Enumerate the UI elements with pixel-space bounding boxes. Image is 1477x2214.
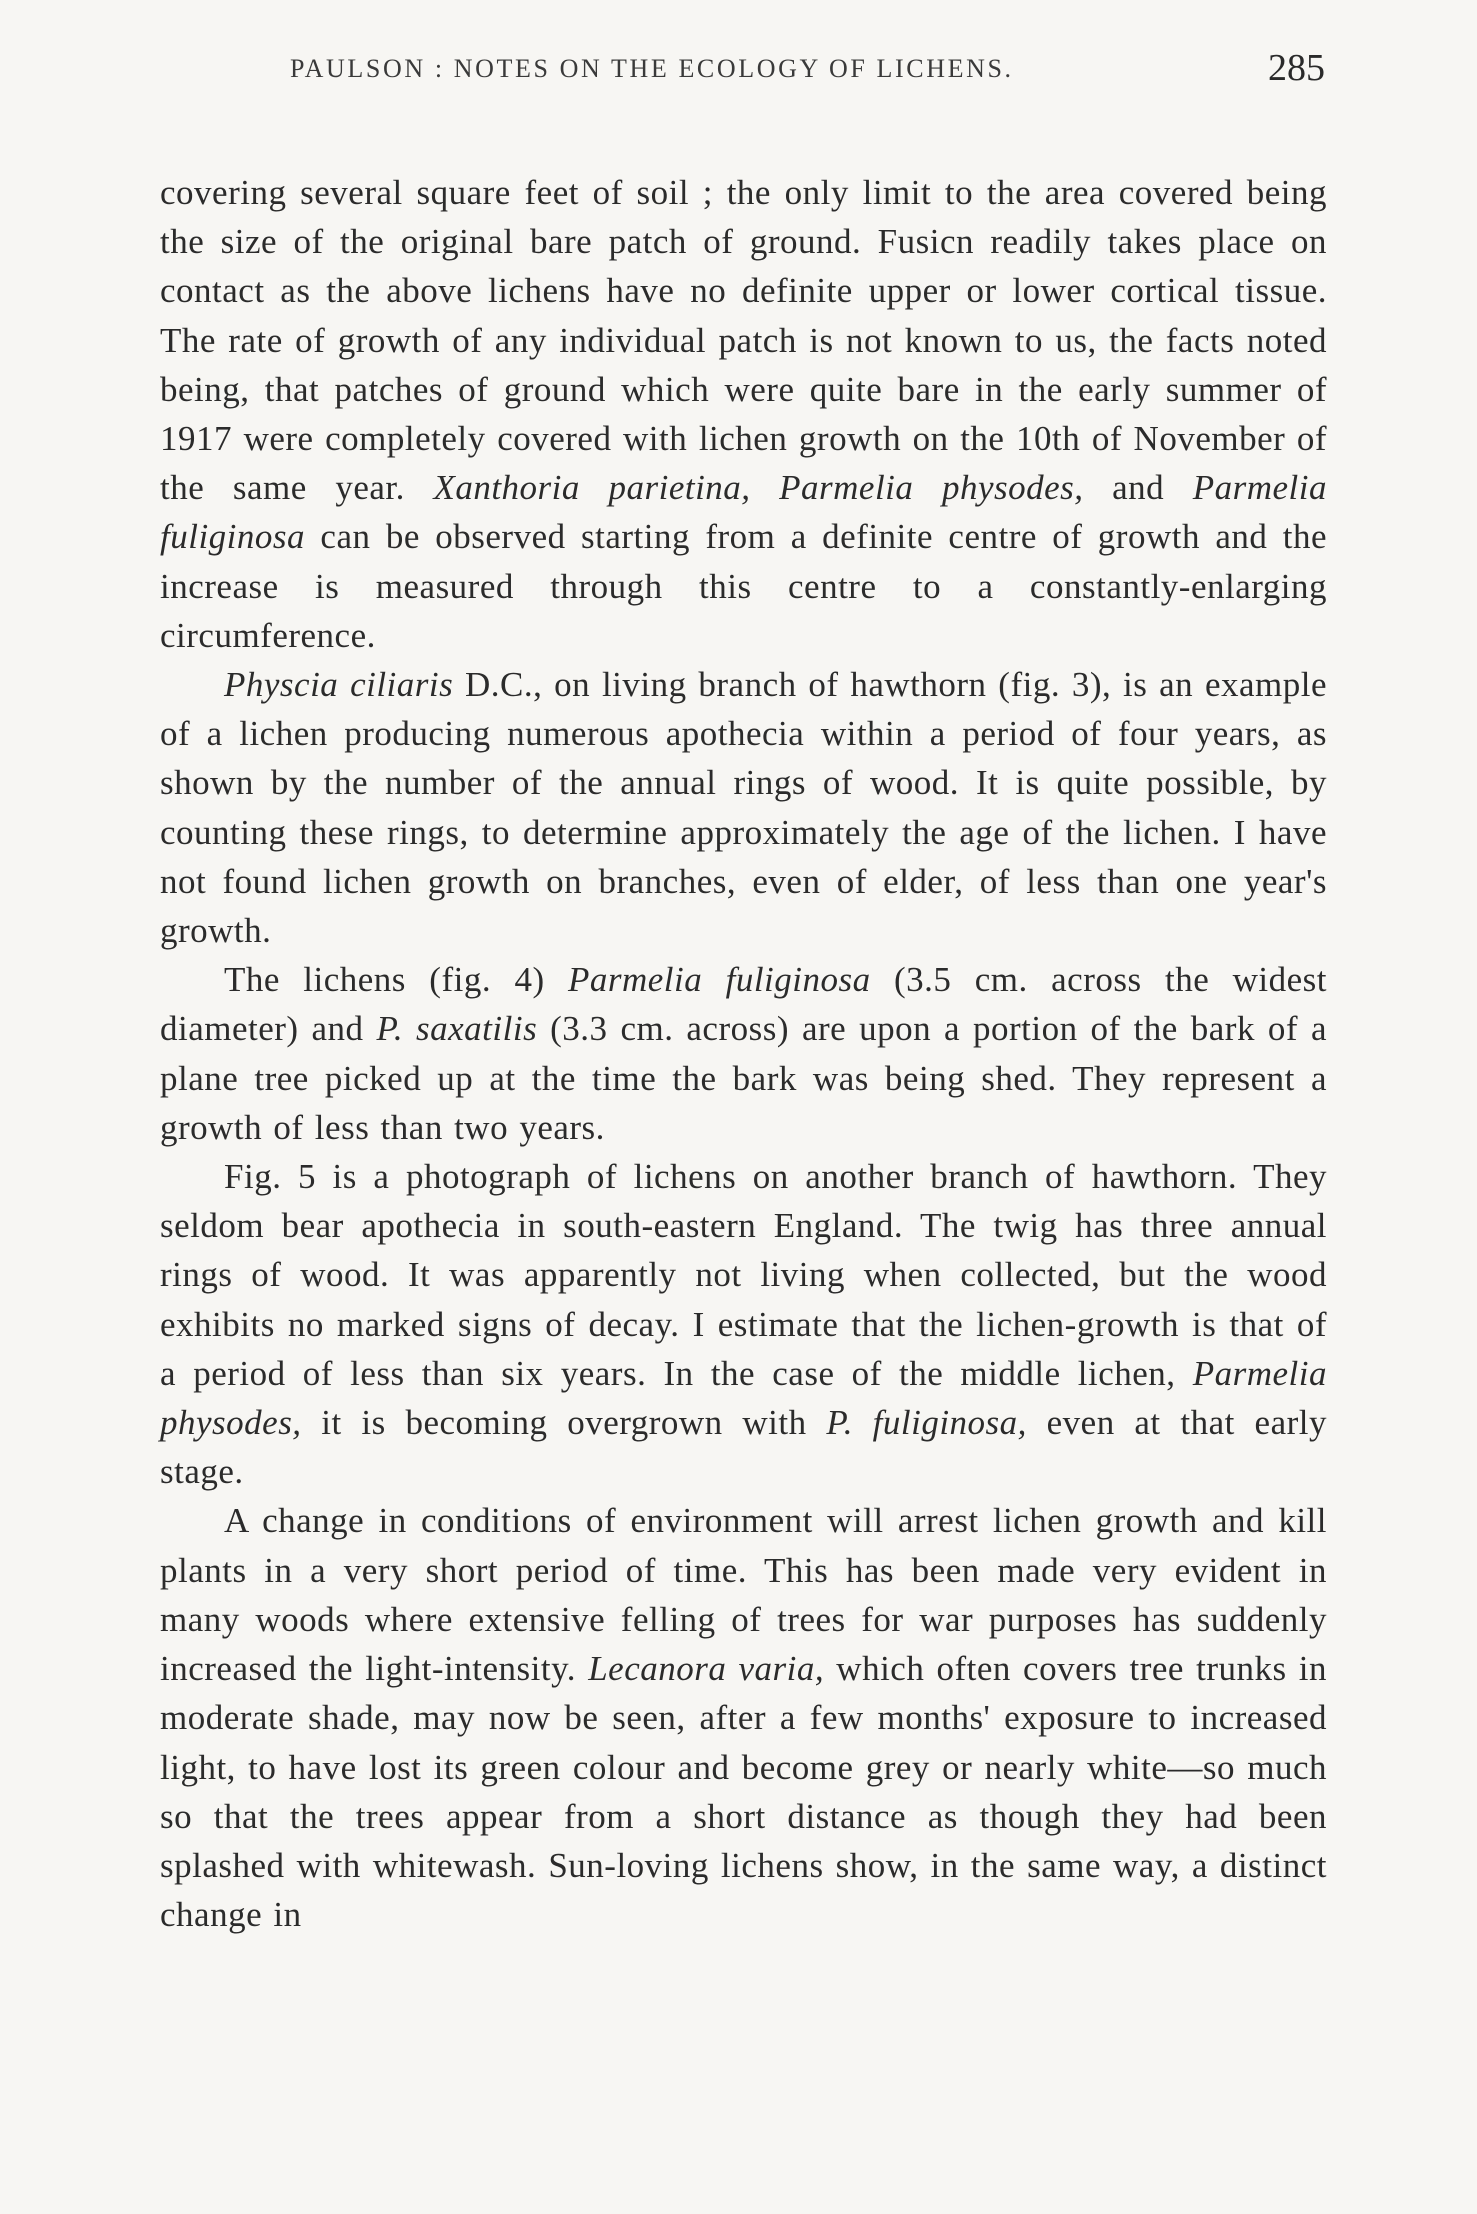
paragraph (160, 1496, 1327, 1939)
text-run: which often covers tree trunks in moderate shade, may now be seen, after a few months' exposure to increased light, to have lost its green colour and become grey or nearly white—so much so that the trees appear from a short distance as though they had been splashed with whitewash. Sun-loving lichens show, in the same way, a distinct change in (160, 1649, 1327, 1935)
text-run: (3.5 cm. across the widest diameter) and (160, 960, 1327, 1049)
paragraph (160, 955, 1327, 1152)
running-title: PAULSON : NOTES ON THE ECOLOGY OF LICHENS. (290, 54, 1014, 83)
italic-taxon-name: P. fuliginosa, (826, 1403, 1027, 1443)
text-run: it is becoming overgrown with (301, 1403, 827, 1443)
italic-taxon-name: Parmelia physodes, (160, 1353, 1327, 1443)
text-run: D.C., on living branch of hawthorn (fig. 3), is an example of a lichen producing numerous apothecia within a period of four years, as shown by the number of the annual rings of wood. It is quite possible, by counting these rings, to determine approximately the age of the lichen. I have not found lichen growth on branches, even of elder, of less than one year's growth. (160, 665, 1328, 951)
paragraph (160, 660, 1327, 955)
body-text (160, 168, 1327, 1939)
italic-taxon-name: Lecanora varia, (588, 1649, 825, 1689)
italic-taxon-name: Parmelia fuliginosa (567, 960, 871, 1000)
text-run: covering several square feet of soil ; the only limit to the area covered being the size of the original bare patch of ground. Fusicn readily takes place on contact as the above lichens have no definite upper or lower cortical tissue. The rate of growth of any individual patch is not known to us, the facts noted being, that patches of ground which were quite bare in the early summer of 1917 were completely covered with lichen growth on the 10th of November of the same year. (160, 173, 1327, 508)
text-run: even at that early stage. (160, 1403, 1327, 1492)
text-run: can be observed starting from a definite centre of growth and the increase is measured through this centre to a constantly-enlarging circumference. (160, 517, 1327, 655)
text-run: (3.3 cm. across) are upon a portion of the bark of a plane tree picked up at the time the bark was being shed. They represent a growth of less than two years. (160, 1009, 1327, 1147)
text-run: A change in conditions of environment will arrest lichen growth and kill plants in a very short period of time. This has been made very evident in many woods where extensive felling of trees for war purposes has suddenly increased the light-intensity. (160, 1501, 1327, 1689)
text-run: and (1083, 468, 1193, 508)
page-number: 285 (1268, 47, 1325, 89)
running-head (160, 47, 1327, 120)
italic-taxon-name: Xanthoria parietina, Parmelia physodes, (433, 468, 1084, 508)
italic-taxon-name: P. saxatilis (376, 1009, 538, 1049)
italic-taxon-name: Physcia ciliaris (224, 665, 454, 705)
paragraph (160, 168, 1327, 660)
text-run: The lichens (fig. 4) (224, 960, 568, 1000)
paragraph (160, 1152, 1327, 1496)
italic-taxon-name: Parmelia fuliginosa (160, 468, 1327, 557)
text-run: Fig. 5 is a photograph of lichens on another branch of hawthorn. They seldom bear apothecia in south-eastern England. The twig has three annual rings of wood. It was apparently not living when collected, but the wood exhibits no marked signs of decay. I estimate that the lichen-growth is that of a period of less than six years. In the case of the middle lichen, (160, 1157, 1327, 1393)
